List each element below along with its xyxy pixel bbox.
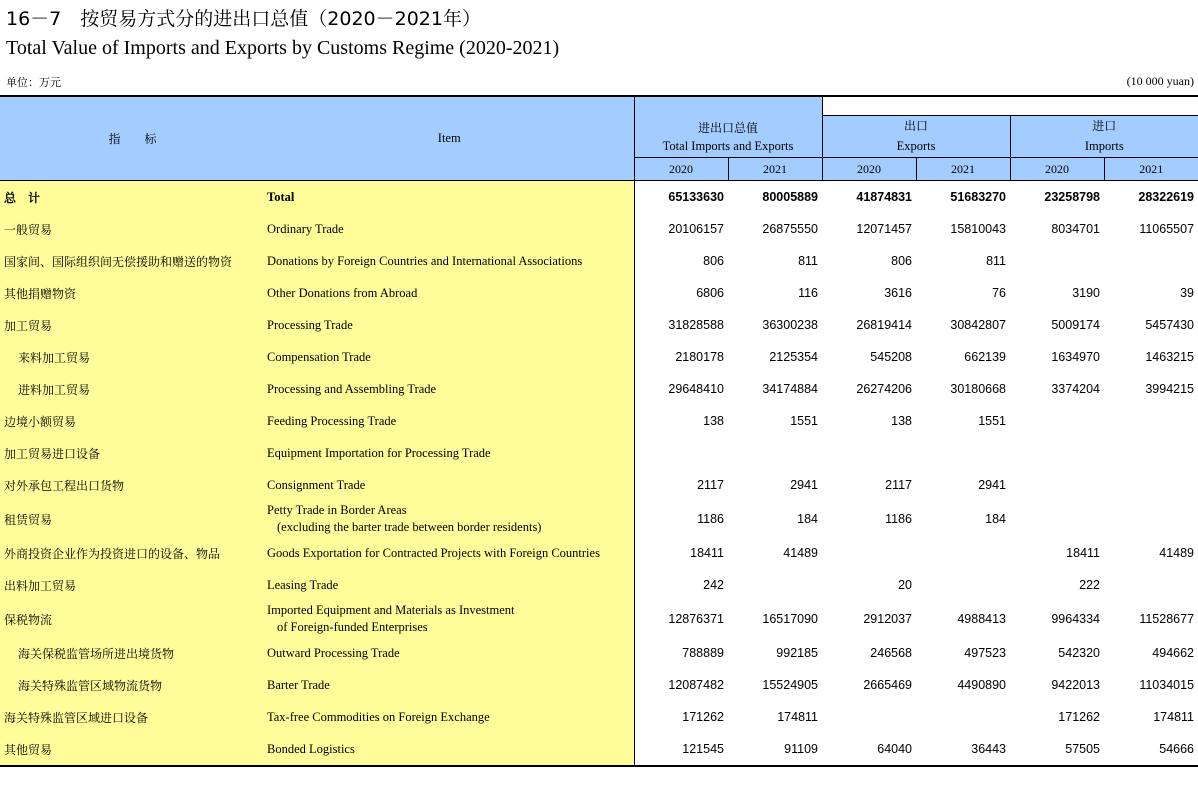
value-cell: 811 xyxy=(986,254,1007,268)
value-cell: 2912037 xyxy=(863,612,913,626)
table-row xyxy=(0,373,1198,405)
year-header: 2020 xyxy=(822,158,916,181)
row-label-chinese: 边境小额贸易 xyxy=(0,405,265,437)
row-label-english xyxy=(265,309,634,341)
row-label-chinese: 其他捐赠物资 xyxy=(0,277,265,309)
table-row xyxy=(0,669,1198,701)
table-row-total xyxy=(0,181,1198,214)
value-cell: 54666 xyxy=(1104,733,1198,766)
value-cell: 2941 xyxy=(978,478,1007,492)
row-label-english-line1: Goods Exportation for Contracted Projects with Foreign Countries xyxy=(267,545,600,560)
value-cell: 171262 xyxy=(1058,710,1101,724)
value-cell xyxy=(822,701,916,733)
header-total-en: Total Imports and Exports xyxy=(634,136,822,158)
table-row xyxy=(0,213,1198,245)
table-row xyxy=(0,501,1198,537)
row-label-english-line1: Processing and Assembling Trade xyxy=(267,381,437,396)
value-cell xyxy=(1010,501,1104,537)
row-label-english-line1: Ordinary Trade xyxy=(267,221,344,236)
value-cell: 171262 xyxy=(682,710,724,724)
table-row xyxy=(0,405,1198,437)
header-top-spacer-2 xyxy=(1010,96,1198,116)
value-cell: 39 xyxy=(1180,286,1195,300)
header-exports-cn: 出口 xyxy=(822,116,1010,136)
value-cell: 30180668 xyxy=(950,382,1007,396)
value-cell: 26819414 xyxy=(856,318,913,332)
value-cell: 26274206 xyxy=(856,382,913,396)
row-label-chinese: 一般贸易 xyxy=(0,213,265,245)
table-row xyxy=(0,733,1198,766)
header-item: Item xyxy=(265,96,634,181)
row-label-english xyxy=(265,181,634,214)
row-label-english xyxy=(265,669,634,701)
row-label-chinese: 对外承包工程出口货物 xyxy=(0,469,265,501)
value-cell: 545208 xyxy=(870,350,913,364)
row-label-english-line2: of Foreign-funded Enterprises xyxy=(277,620,428,634)
row-label-chinese: 来料加工贸易 xyxy=(0,341,265,373)
value-cell: 51683270 xyxy=(950,190,1007,204)
value-cell: 806 xyxy=(703,254,724,268)
row-label-english-line1: Total xyxy=(267,189,295,204)
value-cell: 34174884 xyxy=(762,382,819,396)
row-label-english xyxy=(265,601,634,637)
row-label-english xyxy=(265,501,634,537)
value-cell: 30842807 xyxy=(950,318,1007,332)
value-cell xyxy=(1104,469,1198,501)
value-cell xyxy=(728,569,822,601)
value-cell: 806 xyxy=(891,254,913,268)
row-label-english xyxy=(265,373,634,405)
value-cell: 9964334 xyxy=(1051,612,1101,626)
value-cell: 11528677 xyxy=(1139,612,1195,626)
row-label-english xyxy=(265,469,634,501)
value-cell: 2180178 xyxy=(675,350,724,364)
value-cell: 41489 xyxy=(783,546,819,560)
row-label-english xyxy=(265,405,634,437)
unit-label-english: (10 000 yuan) xyxy=(1126,74,1194,88)
value-cell: 788889 xyxy=(682,646,724,660)
value-cell: 811 xyxy=(798,254,819,268)
header-exports-en: Exports xyxy=(822,136,1010,158)
header-indicator: 指 标 xyxy=(0,96,265,181)
value-cell: 8034701 xyxy=(1051,222,1101,236)
value-cell xyxy=(822,437,916,469)
row-label-chinese: 其他贸易 xyxy=(0,733,265,766)
row-label-english xyxy=(265,245,634,277)
row-label-english-line1: Barter Trade xyxy=(267,677,330,692)
value-cell: 11034015 xyxy=(1139,678,1195,692)
value-cell: 18411 xyxy=(1066,546,1101,560)
row-label-english xyxy=(265,537,634,569)
value-cell: 494662 xyxy=(1152,646,1195,660)
table-row xyxy=(0,569,1198,601)
value-cell: 2125354 xyxy=(769,350,819,364)
value-cell xyxy=(1104,569,1198,601)
row-label-english xyxy=(265,701,634,733)
table-title-english: Total Value of Imports and Exports by Customs Regime (2020-2021) xyxy=(6,37,560,59)
value-cell: 36300238 xyxy=(762,318,819,332)
value-cell xyxy=(916,569,1010,601)
value-cell: 15524905 xyxy=(762,678,819,692)
value-cell xyxy=(1104,405,1198,437)
year-header: 2020 xyxy=(1010,158,1104,181)
row-label-english xyxy=(265,277,634,309)
value-cell: 57505 xyxy=(1010,733,1104,766)
table-row xyxy=(0,701,1198,733)
value-cell: 91109 xyxy=(728,733,822,766)
row-label-english-line1: Equipment Importation for Processing Trade xyxy=(267,445,491,460)
row-label-english xyxy=(265,341,634,373)
row-label-chinese: 海关保税监管场所进出境货物 xyxy=(0,637,265,669)
value-cell: 23258798 xyxy=(1044,190,1101,204)
row-label-english-line1: Leasing Trade xyxy=(267,577,339,592)
row-label-chinese: 出料加工贸易 xyxy=(0,569,265,601)
value-cell: 11065507 xyxy=(1139,222,1195,236)
value-cell xyxy=(916,437,1010,469)
year-header: 2021 xyxy=(1104,158,1198,181)
value-cell xyxy=(1010,469,1104,501)
year-header: 2021 xyxy=(916,158,1010,181)
value-cell xyxy=(916,537,1010,569)
value-cell: 3616 xyxy=(884,286,913,300)
value-cell xyxy=(822,537,916,569)
value-cell: 138 xyxy=(891,414,913,428)
value-cell: 5457430 xyxy=(1145,318,1195,332)
value-cell xyxy=(916,701,1010,733)
row-label-english-line1: Outward Processing Trade xyxy=(267,645,400,660)
row-label-chinese: 国家间、国际组织间无偿援助和赠送的物资 xyxy=(0,245,265,277)
value-cell: 41874831 xyxy=(856,190,913,204)
unit-label-chinese: 单位：万元 xyxy=(6,76,61,89)
header-top-spacer xyxy=(822,96,1010,116)
value-cell: 1551 xyxy=(790,414,819,428)
value-cell: 542320 xyxy=(1058,646,1101,660)
value-cell: 2665469 xyxy=(863,678,913,692)
value-cell: 992185 xyxy=(776,646,819,660)
value-cell: 1463215 xyxy=(1145,350,1195,364)
value-cell: 3994215 xyxy=(1145,382,1195,396)
value-cell: 80005889 xyxy=(762,190,819,204)
value-cell: 116 xyxy=(798,286,819,300)
year-header: 2021 xyxy=(728,158,822,181)
header-imports-cn: 进口 xyxy=(1010,116,1198,136)
value-cell: 15810043 xyxy=(950,222,1007,236)
row-label-english xyxy=(265,637,634,669)
row-label-chinese: 保税物流 xyxy=(0,601,265,637)
value-cell: 138 xyxy=(703,414,724,428)
table-body xyxy=(0,181,1198,767)
value-cell: 5009174 xyxy=(1051,318,1101,332)
value-cell: 12876371 xyxy=(668,612,724,626)
row-label-english-line1: Processing Trade xyxy=(267,317,353,332)
value-cell: 28322619 xyxy=(1138,190,1195,204)
row-label-english xyxy=(265,437,634,469)
row-label-chinese: 租赁贸易 xyxy=(0,501,265,537)
value-cell: 76 xyxy=(992,286,1007,300)
value-cell xyxy=(1010,437,1104,469)
value-cell: 184 xyxy=(797,512,819,526)
value-cell xyxy=(1010,245,1104,277)
row-label-chinese: 海关特殊监管区域进口设备 xyxy=(0,701,265,733)
value-cell: 1186 xyxy=(885,512,913,526)
row-label-english xyxy=(265,213,634,245)
row-label-english-line1: Bonded Logistics xyxy=(267,741,355,756)
row-label-chinese: 加工贸易 xyxy=(0,309,265,341)
table-row xyxy=(0,437,1198,469)
header-total-cn: 进出口总值 xyxy=(634,96,822,136)
table-row xyxy=(0,309,1198,341)
row-label-chinese: 进料加工贸易 xyxy=(0,373,265,405)
value-cell: 31828588 xyxy=(668,318,724,332)
value-cell: 6806 xyxy=(696,286,724,300)
value-cell: 2941 xyxy=(790,478,819,492)
value-cell: 1186 xyxy=(697,512,724,526)
row-label-english-line1: Other Donations from Abroad xyxy=(267,285,418,300)
table-row xyxy=(0,341,1198,373)
row-label-english-line1: Tax-free Commodities on Foreign Exchange xyxy=(267,709,490,724)
value-cell: 1551 xyxy=(978,414,1007,428)
value-cell xyxy=(728,437,822,469)
table-title-chinese: 16－7 按贸易方式分的进出口总值（2020－2021年） xyxy=(6,8,481,30)
value-cell xyxy=(1104,245,1198,277)
table-row xyxy=(0,277,1198,309)
value-cell: 4988413 xyxy=(957,612,1007,626)
value-cell: 64040 xyxy=(822,733,916,766)
value-cell: 3374204 xyxy=(1051,382,1101,396)
value-cell: 174811 xyxy=(777,710,819,724)
value-cell: 184 xyxy=(985,512,1007,526)
value-cell: 20 xyxy=(898,578,913,592)
value-cell: 4490890 xyxy=(957,678,1007,692)
table-row xyxy=(0,537,1198,569)
trade-value-table xyxy=(0,95,1198,767)
value-cell: 222 xyxy=(1079,578,1101,592)
row-label-english-line2: (excluding the barter trade between border residents) xyxy=(277,520,542,534)
value-cell: 41489 xyxy=(1159,546,1195,560)
row-label-chinese: 加工贸易进口设备 xyxy=(0,437,265,469)
row-label-english-line1: Consignment Trade xyxy=(267,477,366,492)
value-cell: 16517090 xyxy=(762,612,819,626)
row-label-english-line1: Feeding Processing Trade xyxy=(267,413,397,428)
value-cell: 1634970 xyxy=(1051,350,1101,364)
value-cell xyxy=(1104,437,1198,469)
row-label-english xyxy=(265,569,634,601)
row-label-english-line1: Imported Equipment and Materials as Investment xyxy=(267,603,515,617)
year-header: 2020 xyxy=(634,158,728,181)
value-cell: 121545 xyxy=(634,733,728,766)
row-label-english xyxy=(265,733,634,766)
value-cell xyxy=(1010,405,1104,437)
value-cell: 65133630 xyxy=(668,190,724,204)
row-label-english-line1: Donations by Foreign Countries and International Associations xyxy=(267,253,583,268)
value-cell xyxy=(634,437,728,469)
value-cell: 20106157 xyxy=(668,222,724,236)
value-cell: 242 xyxy=(703,578,724,592)
value-cell: 9422013 xyxy=(1051,678,1101,692)
value-cell: 246568 xyxy=(870,646,913,660)
value-cell: 662139 xyxy=(964,350,1007,364)
table-row xyxy=(0,245,1198,277)
value-cell: 2117 xyxy=(885,478,913,492)
value-cell: 36443 xyxy=(916,733,1010,766)
value-cell: 12071457 xyxy=(856,222,913,236)
row-label-english-line1: Compensation Trade xyxy=(267,349,371,364)
value-cell: 3190 xyxy=(1072,286,1101,300)
value-cell: 26875550 xyxy=(762,222,819,236)
value-cell: 18411 xyxy=(690,546,724,560)
header-imports-en: Imports xyxy=(1010,136,1198,158)
row-label-chinese: 外商投资企业作为投资进口的设备、物品 xyxy=(0,537,265,569)
value-cell: 12087482 xyxy=(668,678,724,692)
value-cell: 174811 xyxy=(1153,710,1195,724)
row-label-chinese: 总 计 xyxy=(0,181,265,214)
table-row xyxy=(0,601,1198,637)
value-cell: 497523 xyxy=(964,646,1007,660)
table-row xyxy=(0,469,1198,501)
value-cell xyxy=(1104,501,1198,537)
row-label-english-line1: Petty Trade in Border Areas xyxy=(267,503,407,517)
table-row xyxy=(0,637,1198,669)
row-label-chinese: 海关特殊监管区域物流货物 xyxy=(0,669,265,701)
value-cell: 29648410 xyxy=(668,382,724,396)
value-cell: 2117 xyxy=(697,478,724,492)
